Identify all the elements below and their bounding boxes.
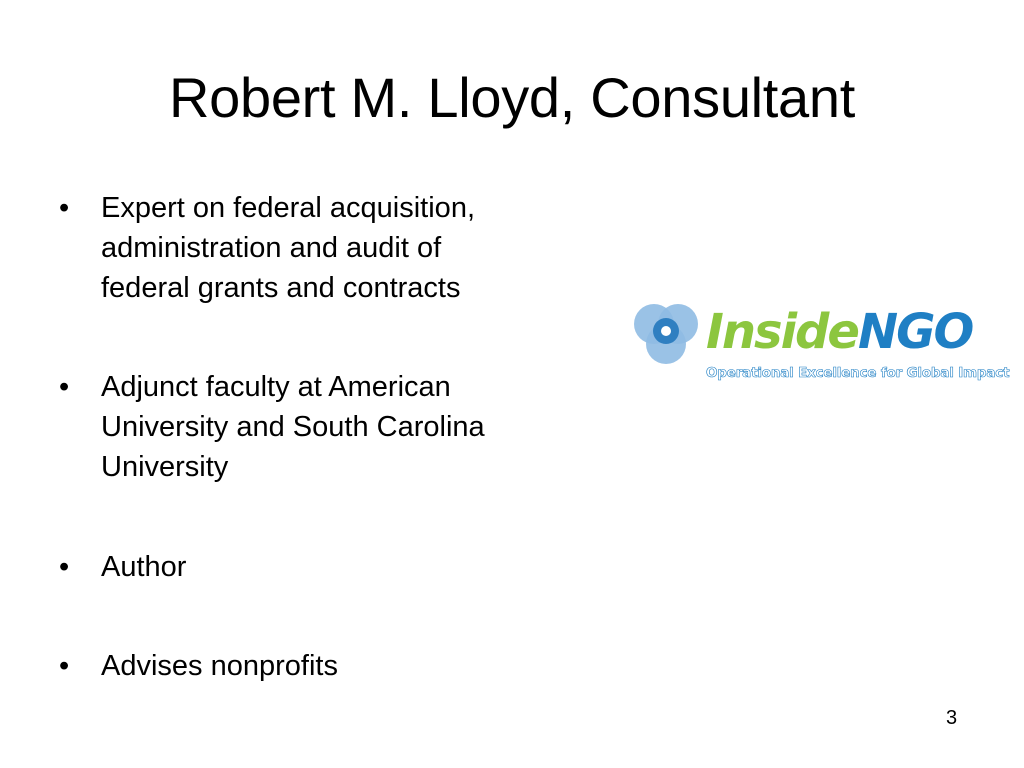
bullet-text: Advises nonprofits — [101, 650, 338, 682]
bullet-marker: • — [59, 192, 70, 224]
insidengo-logo — [630, 298, 1010, 388]
logo-tagline: Operational Excellence for Global Impact — [706, 365, 1010, 381]
bullet-marker: • — [59, 371, 70, 403]
bullet-text: Adjunct faculty at American University and South Carolina University — [101, 371, 485, 483]
slide-title: Robert M. Lloyd, Consultant — [168, 66, 856, 129]
logo-word-inside: Inside — [706, 304, 858, 360]
bullet-marker: • — [59, 650, 70, 682]
bullet-text: Expert on federal acquisition, administration and audit of federal grants and contracts — [101, 192, 475, 304]
page-number: 3 — [946, 707, 958, 729]
overlapping-circles-logo-icon — [630, 298, 702, 370]
logo-wordmark — [706, 306, 972, 358]
bullet-marker: • — [59, 551, 70, 583]
bullet-text: Author — [101, 551, 187, 583]
logo-word-ngo: NGO — [857, 304, 973, 360]
